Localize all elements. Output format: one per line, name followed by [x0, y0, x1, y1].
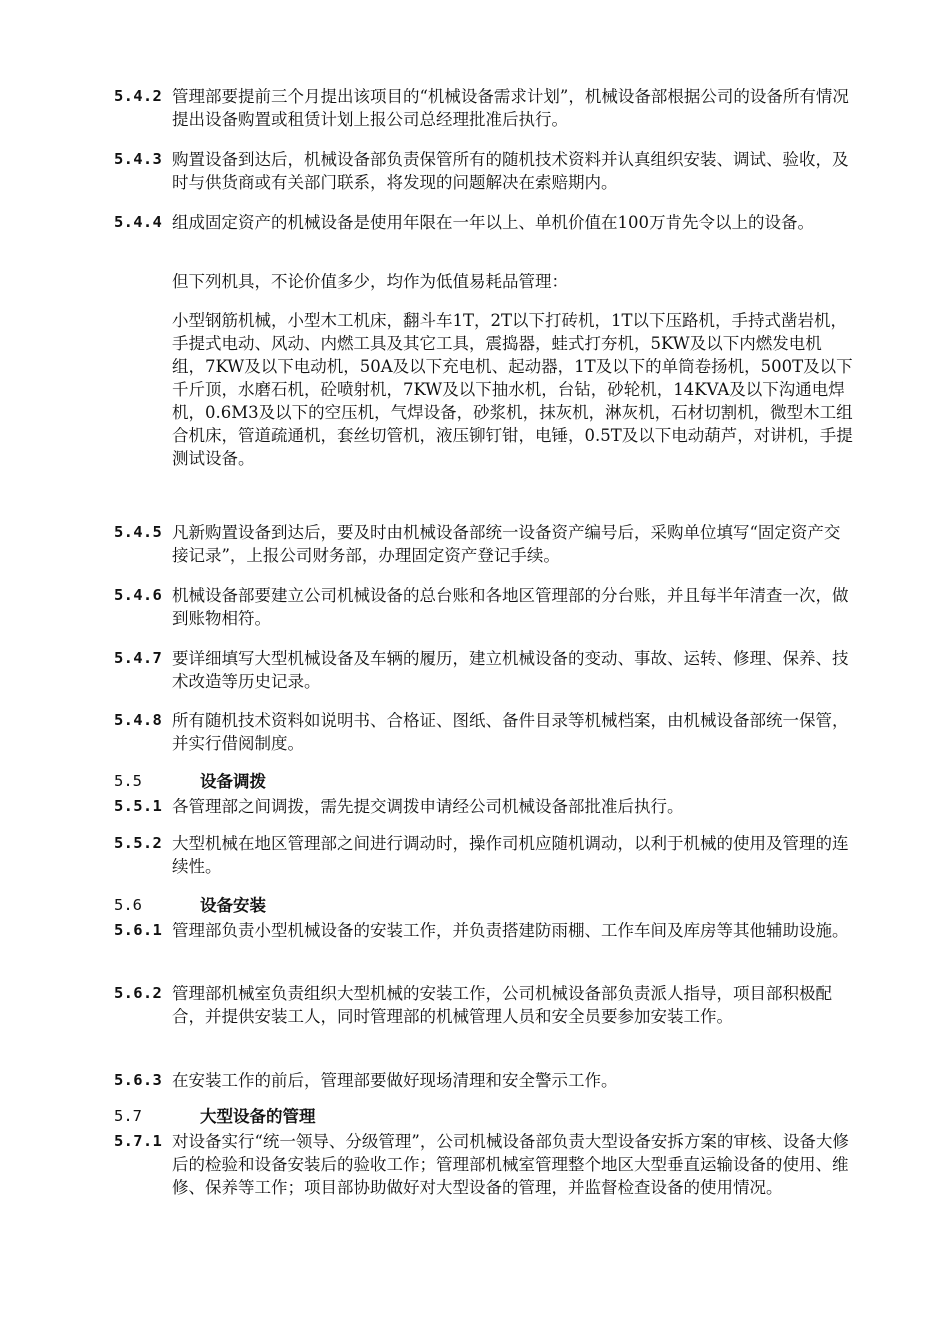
- clause-number: 5.4.3: [114, 150, 163, 168]
- clause-text: 各管理部之间调拨，需先提交调拨申请经公司机械设备部批准后执行。: [172, 797, 684, 816]
- section-title: 大型设备的管理: [200, 1107, 316, 1126]
- clause-5-7-1: [114, 1130, 854, 1199]
- clause-5-6-2: [114, 982, 854, 1028]
- section-number: 5.6: [114, 896, 142, 914]
- clause-5-4-2: [114, 85, 854, 131]
- clause-number: 5.4.6: [114, 586, 163, 604]
- clause-text: 管理部机械室负责组织大型机械的安装工作，公司机械设备部负责派人指导，项目部积极配合，并提供安装工人，同时管理部的机械管理人员和安全员要参加安装工作。: [172, 984, 832, 1026]
- clause-text: 管理部负责小型机械设备的安装工作，并负责搭建防雨棚、工作车间及库房等其他辅助设施。: [172, 921, 849, 940]
- low-value-list: 小型钢筋机械，小型木工机床，翻斗车1T，2T以下打砖机，1T以下压路机，手持式凿岩机，手提式电动、风动、内燃工具及其它工具，震捣器，蛙式打夯机，5KW及以下内燃发电机组，7KW及以下电动机，50A及以下充电机、起动器，1T及以下的单筒卷扬机，500T及以下千斤顶，水磨石机，砼喷射机，7KW及以下抽水机，台钻，砂轮机，14KVA及以下沟通电焊机，0.6M3及以下的空压机，气焊设备，砂浆机，抹灰机，淋灰机，石材切割机，微型木工组合机床，管道疏通机，套丝切管机，液压铆钉钳，电锤，0.5T及以下电动葫芦，对讲机，手提测试设备。: [172, 311, 853, 468]
- section-title: 设备调拨: [200, 772, 266, 791]
- clause-5-4-3: [114, 148, 854, 194]
- clause-text: 大型机械在地区管理部之间进行调动时，操作司机应随机调动，以利于机械的使用及管理的连续性。: [172, 834, 849, 876]
- clause-5-5-1: [114, 795, 854, 818]
- clause-number: 5.7.1: [114, 1132, 163, 1150]
- section-heading-5-6: [114, 894, 854, 917]
- clause-number: 5.4.7: [114, 649, 163, 667]
- section-heading-5-7: [114, 1105, 854, 1128]
- clause-number: 5.5.2: [114, 834, 163, 852]
- low-value-intro: 但下列机具，不论价值多少，均作为低值易耗品管理：: [172, 272, 568, 291]
- clause-number: 5.4.2: [114, 87, 163, 105]
- clause-text: 对设备实行“统一领导、分级管理”，公司机械设备部负责大型设备安拆方案的审核、设备大修后的检验和设备安装后的验收工作；管理部机械室管理整个地区大型垂直运输设备的使用、维修、保养等工作；项目部协助做好对大型设备的管理，并监督检查设备的使用情况。: [172, 1132, 849, 1197]
- clause-number: 5.6.2: [114, 984, 163, 1002]
- clause-text: 在安装工作的前后，管理部要做好现场清理和安全警示工作。: [172, 1071, 618, 1090]
- clause-number: 5.6.1: [114, 921, 163, 939]
- clause-5-6-1: [114, 919, 854, 942]
- clause-5-5-2: [114, 832, 854, 878]
- clause-5-6-3: [114, 1069, 854, 1092]
- section-number: 5.5: [114, 772, 142, 790]
- clause-text: 所有随机技术资料如说明书、合格证、图纸、备件目录等机械档案，由机械设备部统一保管，并实行借阅制度。: [172, 711, 849, 753]
- section-number: 5.7: [114, 1107, 142, 1125]
- section-heading-5-5: [114, 770, 854, 793]
- clause-text: 机械设备部要建立公司机械设备的总台账和各地区管理部的分台账，并且每半年清查一次，做到账物相符。: [172, 586, 849, 628]
- clause-number: 5.6.3: [114, 1071, 163, 1089]
- clause-text: 组成固定资产的机械设备是使用年限在一年以上、单机价值在100万肯先令以上的设备。: [172, 213, 814, 232]
- clause-number: 5.5.1: [114, 797, 163, 815]
- clause-5-4-5: [114, 521, 854, 567]
- clause-5-4-6: [114, 584, 854, 630]
- section-title: 设备安装: [200, 896, 266, 915]
- clause-5-4-8: [114, 709, 854, 755]
- clause-number: 5.4.8: [114, 711, 163, 729]
- clause-number: 5.4.4: [114, 213, 163, 231]
- clause-text: 管理部要提前三个月提出该项目的“机械设备需求计划”，机械设备部根据公司的设备所有情况提出设备购置或租赁计划上报公司总经理批准后执行。: [172, 87, 849, 129]
- clause-text: 凡新购置设备到达后，要及时由机械设备部统一设备资产编号后，采购单位填写“固定资产交接记录”，上报公司财务部，办理固定资产登记手续。: [172, 523, 841, 565]
- clause-5-4-7: [114, 647, 854, 693]
- clause-5-4-4: [114, 211, 854, 234]
- clause-text: 要详细填写大型机械设备及车辆的履历，建立机械设备的变动、事故、运转、修理、保养、技术改造等历史记录。: [172, 649, 849, 691]
- clause-number: 5.4.5: [114, 523, 163, 541]
- clause-text: 购置设备到达后，机械设备部负责保管所有的随机技术资料并认真组织安装、调试、验收，及时与供货商或有关部门联系，将发现的问题解决在索赔期内。: [172, 150, 849, 192]
